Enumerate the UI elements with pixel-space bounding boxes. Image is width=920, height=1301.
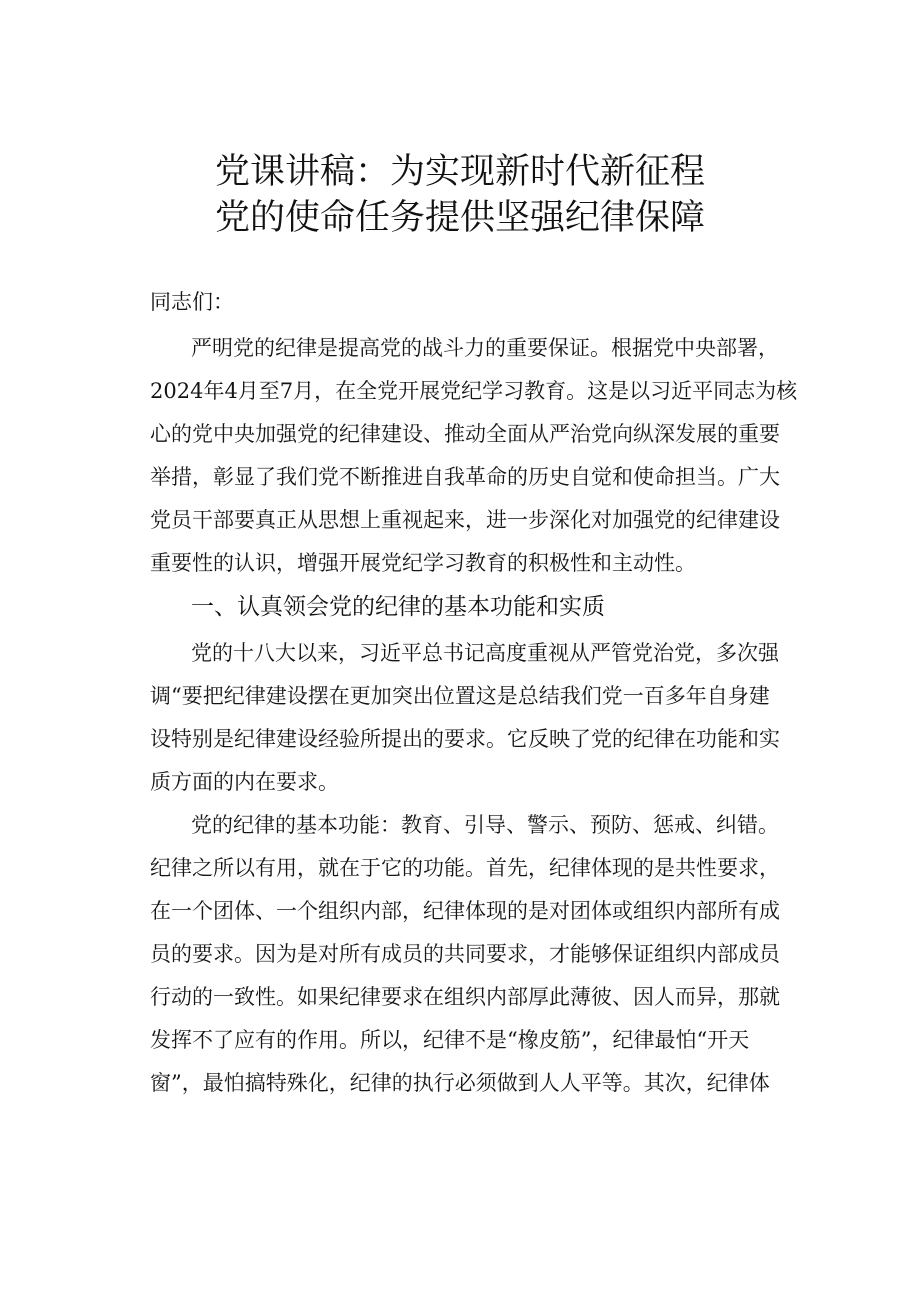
paragraph-3-line: 行动的一致性。如果纪律要求在组织内部厚此薄彼、因人而异，那就 xyxy=(150,985,780,1009)
paragraph-1-line: 心的党中央加强党的纪律建设、推动全面从严治党向纵深发展的重要 xyxy=(150,422,780,446)
paragraph-1-line: 举措，彰显了我们党不断推进自我革命的历史自觉和使命担当。广大 xyxy=(150,465,780,489)
paragraph-2-line: 质方面的内在要求。 xyxy=(150,770,339,794)
paragraph-3-line: 纪律之所以有用，就在于它的功能。首先，纪律体现的是共性要求， xyxy=(150,856,780,880)
paragraph-3-line: 党的纪律的基本功能：教育、引导、警示、预防、惩戒、纠错。 xyxy=(191,813,779,837)
paragraph-1-line: 严明党的纪律是提高党的战斗力的重要保证。根据党中央部署， xyxy=(191,336,779,360)
paragraph-2-line: 调“要把纪律建设摆在更加突出位置这是总结我们党一百多年自身建 xyxy=(150,684,770,708)
paragraph-3-line: 员的要求。因为是对所有成员的共同要求，才能够保证组织内部成员 xyxy=(150,942,780,966)
paragraph-3-line: 窗”，最怕搞特殊化，纪律的执行必须做到人人平等。其次，纪律体 xyxy=(150,1071,770,1095)
greeting: 同志们： xyxy=(150,290,234,314)
paragraph-2-line: 党的十八大以来，习近平总书记高度重视从严管党治党，多次强 xyxy=(191,641,779,665)
paragraph-1-line: 党员干部要真正从思想上重视起来，进一步深化对加强党的纪律建设 xyxy=(150,508,780,532)
section-1-heading: 一、认真领会党的纪律的基本功能和实质 xyxy=(191,594,605,620)
paragraph-3-line: 发挥不了应有的作用。所以，纪律不是“橡皮筋”，纪律最怕“开天 xyxy=(150,1028,750,1052)
paragraph-1-line: 重要性的认识，增强开展党纪学习教育的积极性和主动性。 xyxy=(150,551,696,575)
document-title-line-1: 党课讲稿：为实现新时代新征程 xyxy=(214,152,705,192)
paragraph-3-line: 在一个团体、一个组织内部，纪律体现的是对团体或组织内部所有成 xyxy=(150,899,780,923)
document-title-line-2: 党的使命任务提供坚强纪律保障 xyxy=(214,198,705,238)
paragraph-2-line: 设特别是纪律建设经验所提出的要求。它反映了党的纪律在功能和实 xyxy=(150,727,780,751)
paragraph-1-line: 2024年4月至7月，在全党开展党纪学习教育。这是以习近平同志为核 xyxy=(150,379,798,403)
